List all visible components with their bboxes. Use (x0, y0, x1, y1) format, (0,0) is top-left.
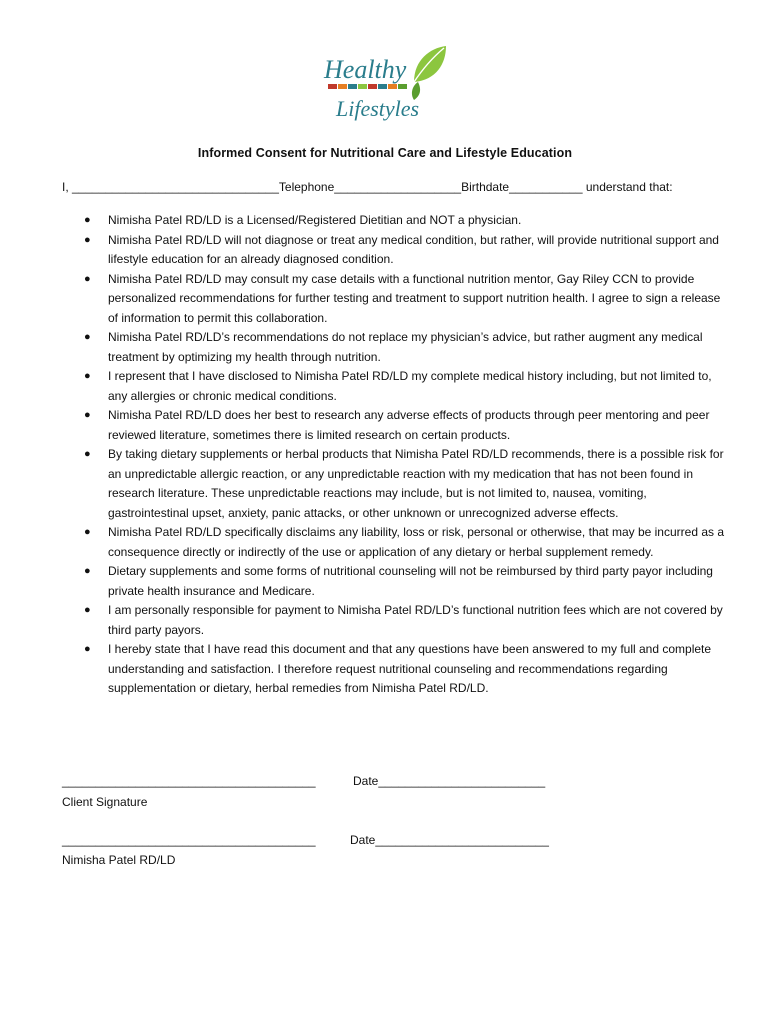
client-info-line[interactable]: I, _______________________________Telephone___________________Birthdate___________ understand that: (62, 180, 673, 194)
consent-statement: ● Nimisha Patel RD/LD specifically disclaims any liability, loss or risk, personal or otherwise, that may be incurred as a consequence directly or indirectly of the use or application of any dietary or herbal supplement remedy. (84, 525, 725, 559)
consent-statement: ● Nimisha Patel RD/LD does her best to research any adverse effects of products through peer mentoring and peer reviewed literature, sometimes there is limited research on certain products. (84, 408, 710, 442)
bullet-icon: ● (84, 272, 91, 285)
consent-statement: ● Nimisha Patel RD/LD may consult my case details with a functional nutrition mentor, Gay Riley CCN to provide personalized recommendations for further testing and treatment to support nutrition health. I agree to sign a release of information to permit this collaboration. (84, 271, 721, 325)
logo-bar-segment (388, 84, 397, 89)
logo-bar-segment (378, 84, 387, 89)
bullet-icon: ● (84, 370, 91, 382)
consent-statement: ● I represent that I have disclosed to Nimisha Patel RD/LD my complete medical history including, but not limited to, any allergies or chronic medical conditions. (84, 369, 712, 403)
provider-signature-label: Nimisha Patel RD/LD (62, 853, 176, 867)
leaf-icon (414, 46, 446, 82)
logo-bar-segment (328, 84, 337, 89)
client-signature-line[interactable]: ______________________________________ (62, 774, 316, 788)
bullet-icon: ● (84, 214, 91, 226)
consent-statement: ● Nimisha Patel RD/LD’s recommendations do not replace my physician’s advice, but rather augment any medical treatment by optimizing my health through nutrition. (84, 330, 703, 364)
consent-statement: ● By taking dietary supplements or herbal products that Nimisha Patel RD/LD recommends, there is a possible risk for an unpredictable allergic reaction, or any unpredictable reaction with my medication that has not been found in research literature. These unpredictable reactions may include, but is not limited to, nausea, vomiting, gastrointestinal upset, anxiety, panic attacks, or other unknown or unrecognized adverse effects. (84, 447, 724, 520)
logo-bar-segment (358, 84, 367, 89)
consent-statement: ● Dietary supplements and some forms of nutritional counseling will not be reimbursed by third party payor including private health insurance and Medicare. (84, 564, 713, 598)
consent-statements-list (84, 211, 724, 699)
consent-statement: ● Nimisha Patel RD/LD will not diagnose or treat any medical condition, but rather, will provide nutritional support and lifestyle education for an already diagnosed condition. (84, 232, 719, 266)
logo-text-lifestyles: Lifestyles (336, 96, 420, 121)
client-signature-block (62, 774, 316, 788)
client-signature-label: Client Signature (62, 795, 148, 809)
logo-color-bar (328, 84, 407, 89)
logo-bar-segment (398, 84, 407, 89)
provider-date-field[interactable]: Date__________________________ (350, 833, 549, 847)
logo-text-healthy: Healthy (324, 55, 407, 84)
bullet-icon: ● (84, 565, 91, 577)
client-date-field[interactable]: Date_________________________ (353, 774, 546, 788)
logo-bar-segment (338, 84, 347, 89)
bullet-icon: ● (84, 604, 91, 616)
consent-statement: ● Nimisha Patel RD/LD is a Licensed/Registered Dietitian and NOT a physician. (84, 211, 724, 231)
document-title: Informed Consent for Nutritional Care and Lifestyle Education (197, 146, 573, 160)
consent-statement: ● I am personally responsible for payment to Nimisha Patel RD/LD’s functional nutrition fees which are not covered by third party payors. (84, 603, 723, 637)
bullet-icon: ● (84, 409, 91, 421)
logo-bar-segment (348, 84, 357, 89)
bullet-icon: ● (84, 448, 91, 460)
bullet-icon: ● (84, 643, 91, 655)
logo-bar-segment (368, 84, 377, 89)
consent-statement: ● I hereby state that I have read this document and that any questions have been answered to my full and complete understanding and satisfaction. I therefore request nutritional counseling and recommendations regarding supplementation or dietary, herbal remedies from Nimisha Patel RD/LD. (84, 642, 712, 695)
provider-signature-block (62, 833, 316, 847)
provider-signature-line[interactable]: ______________________________________ (62, 833, 316, 847)
healthy-lifestyles-logo (318, 42, 458, 124)
logo-graphic (318, 42, 458, 124)
bullet-icon: ● (84, 233, 91, 246)
bullet-icon: ● (84, 331, 91, 343)
bullet-icon: ● (84, 526, 91, 538)
